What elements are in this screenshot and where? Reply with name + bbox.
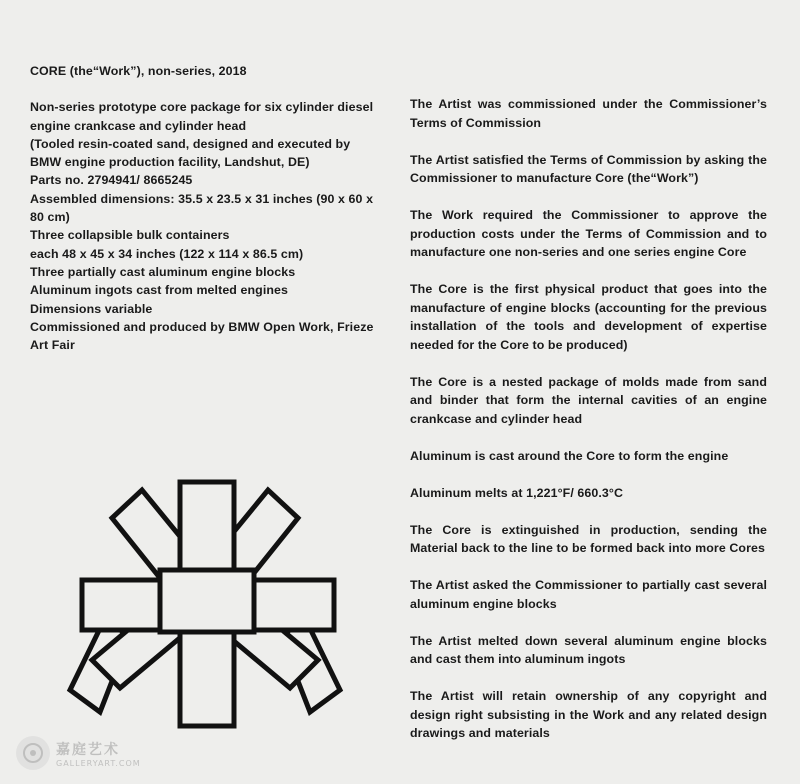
caption-line: each 48 x 45 x 34 inches (122 x 114 x 86.5 cm) [30, 246, 304, 261]
caption-line: Three partially cast aluminum engine blocks [30, 264, 296, 279]
artwork-caption [30, 62, 388, 354]
caption-line: Aluminum ingots cast from melted engines [30, 283, 289, 298]
caption-line: Parts no. 2794941/ 8665245 [30, 173, 193, 188]
caption-line: BMW engine production facility, Landshut, DE) [30, 155, 310, 170]
terms-paragraph: The Artist melted down several aluminum engine blocks and cast them into aluminum ingots [410, 633, 767, 666]
artwork-title: CORE (the“Work”), non-series, 2018 [30, 64, 247, 78]
caption-line: Assembled dimensions: 35.5 x 23.5 x 31 inches (90 x 60 x [30, 191, 374, 206]
terms-paragraph: Aluminum melts at 1,221°F/ 660.3°C [410, 485, 624, 500]
watermark-text-en: GALLERYART.COM [56, 758, 141, 768]
caption-line: Commissioned and produced by BMW Open Work, Frieze [30, 319, 374, 334]
terms-paragraph: Aluminum is cast around the Core to form the engine [410, 448, 729, 463]
watermark [16, 736, 141, 770]
terms-paragraph: The Core is the first physical product that goes into the manufacture of engine blocks (accounting for the previous installation of the tools and development of expertise needed for the Core to be produced) [410, 282, 767, 352]
caption-line: (Tooled resin-coated sand, designed and executed by [30, 136, 351, 151]
caption-line: 80 cm) [30, 210, 70, 225]
watermark-logo-icon [16, 736, 50, 770]
terms-paragraph: The Artist asked the Commissioner to partially cast several aluminum engine blocks [410, 578, 767, 611]
terms-paragraph: The Core is extinguished in production, sending the Material back to the line to be formed back into more Cores [410, 522, 767, 555]
terms-paragraph: The Artist will retain ownership of any copyright and design right subsisting in the Work and any related design drawings and materials [410, 689, 767, 740]
terms-paragraph: The Artist was commissioned under the Commissioner’s Terms of Commission [410, 97, 767, 130]
caption-line: Non-series prototype core package for six cylinder diesel [30, 100, 374, 115]
caption-line: Art Fair [30, 338, 75, 353]
terms-text [410, 95, 767, 761]
terms-paragraph: The Core is a nested package of molds made from sand and binder that form the internal cavities of an engine crankcase and cylinder head [410, 374, 767, 426]
caption-line: Dimensions variable [30, 301, 153, 316]
watermark-text-cn: 嘉庭艺术 [56, 741, 120, 758]
caption-line: engine crankcase and cylinder head [30, 118, 247, 133]
terms-paragraph: The Work required the Commissioner to approve the production costs under the Terms of Commission and to manufacture one non-series and one series engine Core [410, 208, 767, 259]
core-package-emblem-icon [38, 475, 378, 745]
terms-paragraph: The Artist satisfied the Terms of Commission by asking the Commissioner to manufacture Core (the“Work”) [410, 152, 767, 185]
caption-line: Three collapsible bulk containers [30, 228, 230, 243]
